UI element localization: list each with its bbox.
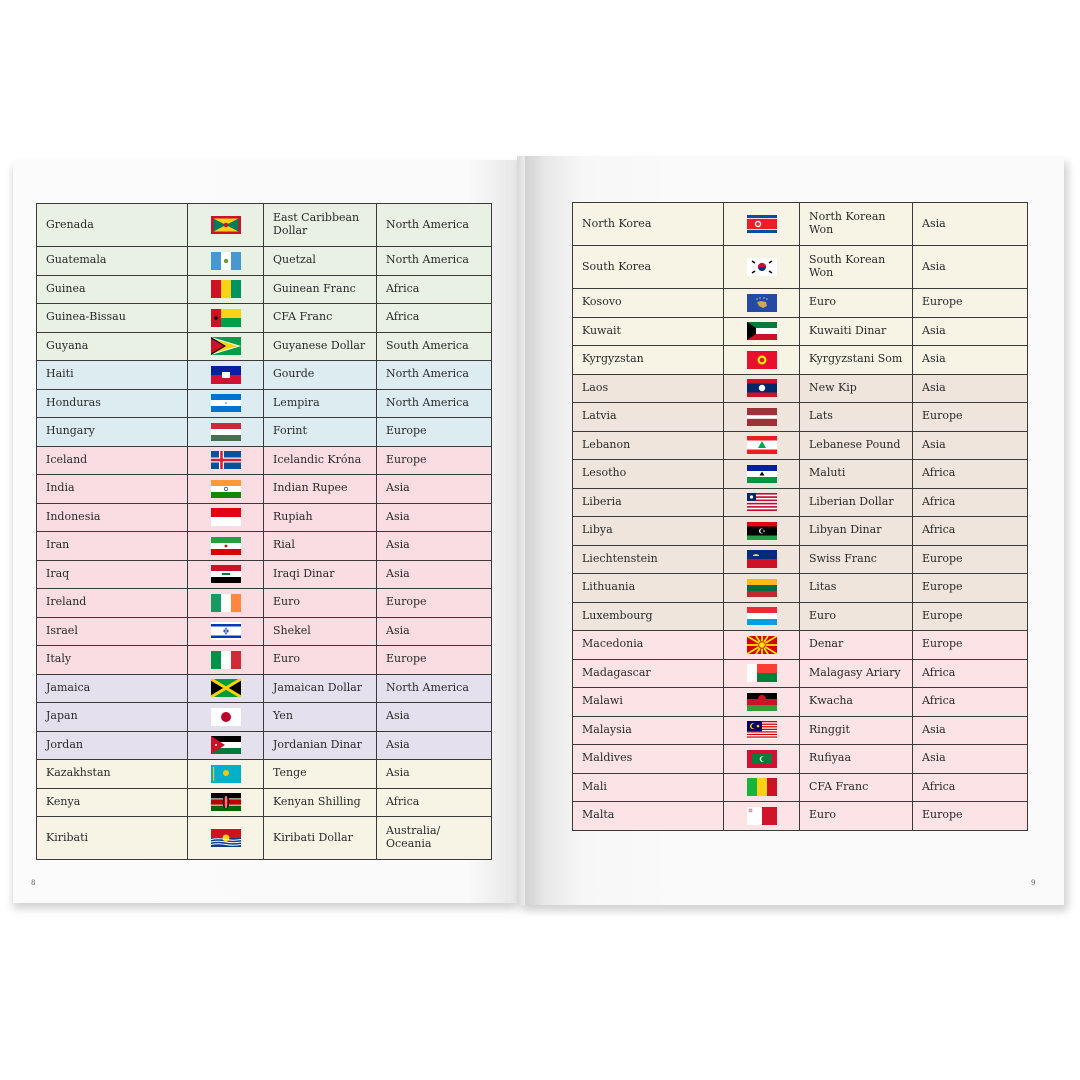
table-row (37, 361, 492, 390)
country-name-cell: Kuwait (573, 317, 724, 346)
country-name-cell: Kosovo (573, 289, 724, 318)
country-name-cell: Iran (37, 532, 188, 561)
country-name-cell: Iceland (37, 446, 188, 475)
north-korea-flag (747, 215, 777, 233)
libya-flag (747, 522, 777, 540)
continent-cell: Asia (913, 745, 1028, 774)
continent-cell: Europe (913, 631, 1028, 660)
continent-cell: North America (377, 389, 492, 418)
malawi-flag (747, 693, 777, 711)
ireland-flag (211, 594, 241, 612)
country-name-cell: Luxembourg (573, 602, 724, 631)
book-spine (517, 156, 525, 905)
guatemala-flag (211, 252, 241, 270)
table-row (573, 346, 1028, 375)
continent-cell: Asia (377, 731, 492, 760)
south-korea-flag (747, 258, 777, 276)
table-row (37, 674, 492, 703)
table-row (37, 389, 492, 418)
continent-cell: Europe (377, 646, 492, 675)
currency-cell: CFA Franc (264, 304, 377, 333)
table-row (573, 659, 1028, 688)
table-row (37, 617, 492, 646)
currency-cell: South Korean Won (800, 246, 913, 289)
flag-cell (724, 403, 800, 432)
continent-cell: Europe (913, 602, 1028, 631)
continent-cell: Europe (913, 802, 1028, 831)
country-name-cell: Guatemala (37, 247, 188, 276)
table-row (37, 532, 492, 561)
continent-cell: Asia (913, 203, 1028, 246)
table-row (37, 204, 492, 247)
currency-cell: Kyrgyzstani Som (800, 346, 913, 375)
malta-flag (747, 807, 777, 825)
currency-cell: Rial (264, 532, 377, 561)
continent-cell: Asia (913, 246, 1028, 289)
mali-flag (747, 778, 777, 796)
honduras-flag (211, 394, 241, 412)
table-row (37, 560, 492, 589)
currency-cell: Euro (264, 646, 377, 675)
currency-cell: Malagasy Ariary (800, 659, 913, 688)
currency-cell: Denar (800, 631, 913, 660)
continent-cell: Asia (377, 617, 492, 646)
table-row (573, 460, 1028, 489)
continent-cell: Africa (913, 517, 1028, 546)
currency-cell: Shekel (264, 617, 377, 646)
table-row (573, 203, 1028, 246)
table-row (573, 631, 1028, 660)
kazakhstan-flag (211, 765, 241, 783)
continent-cell: Africa (377, 788, 492, 817)
flag-cell (188, 475, 264, 504)
liechtenstein-flag (747, 550, 777, 568)
continent-cell: Asia (913, 431, 1028, 460)
currency-cell: Euro (264, 589, 377, 618)
country-name-cell: Maldives (573, 745, 724, 774)
table-row (37, 247, 492, 276)
laos-flag (747, 379, 777, 397)
maldives-flag (747, 750, 777, 768)
continent-cell: North America (377, 204, 492, 247)
right-page-number: 9 (1031, 879, 1036, 887)
continent-cell: Europe (913, 574, 1028, 603)
table-row (37, 446, 492, 475)
flag-cell (188, 446, 264, 475)
country-name-cell: Ireland (37, 589, 188, 618)
left-country-table (36, 203, 492, 860)
iran-flag (211, 537, 241, 555)
country-name-cell: Malawi (573, 688, 724, 717)
currency-cell: Jamaican Dollar (264, 674, 377, 703)
continent-cell: Africa (913, 460, 1028, 489)
japan-flag (211, 708, 241, 726)
country-name-cell: South Korea (573, 246, 724, 289)
table-row (573, 545, 1028, 574)
grenada-flag (211, 216, 241, 234)
currency-cell: Kuwaiti Dinar (800, 317, 913, 346)
country-name-cell: Haiti (37, 361, 188, 390)
flag-cell (724, 488, 800, 517)
continent-cell: Africa (913, 659, 1028, 688)
country-name-cell: Mali (573, 773, 724, 802)
country-name-cell: Malta (573, 802, 724, 831)
country-name-cell: Kazakhstan (37, 760, 188, 789)
currency-cell: Tenge (264, 760, 377, 789)
currency-cell: Libyan Dinar (800, 517, 913, 546)
continent-cell: Africa (913, 773, 1028, 802)
guinea-bissau-flag (211, 309, 241, 327)
currency-cell: Liberian Dollar (800, 488, 913, 517)
malaysia-flag (747, 721, 777, 739)
table-row (37, 275, 492, 304)
flag-cell (724, 431, 800, 460)
country-name-cell: Italy (37, 646, 188, 675)
table-row (573, 802, 1028, 831)
flag-cell (724, 517, 800, 546)
table-row (37, 332, 492, 361)
flag-cell (188, 361, 264, 390)
flag-cell (188, 788, 264, 817)
table-row (37, 475, 492, 504)
currency-cell: Kiribati Dollar (264, 817, 377, 860)
table-row (37, 304, 492, 333)
iceland-flag (211, 451, 241, 469)
flag-cell (724, 773, 800, 802)
country-name-cell: Kyrgyzstan (573, 346, 724, 375)
currency-cell: Gourde (264, 361, 377, 390)
flag-cell (188, 589, 264, 618)
kyrgyzstan-flag (747, 351, 777, 369)
table-row (573, 688, 1028, 717)
continent-cell: Europe (913, 289, 1028, 318)
madagascar-flag (747, 664, 777, 682)
continent-cell: Asia (377, 532, 492, 561)
flag-cell (188, 304, 264, 333)
currency-cell: East Caribbean Dollar (264, 204, 377, 247)
flag-cell (188, 646, 264, 675)
flag-cell (188, 389, 264, 418)
currency-cell: Rupiah (264, 503, 377, 532)
currency-cell: CFA Franc (800, 773, 913, 802)
kosovo-flag (747, 294, 777, 312)
left-page-number: 8 (31, 879, 36, 887)
continent-cell: Asia (913, 374, 1028, 403)
country-name-cell: Hungary (37, 418, 188, 447)
continent-cell: Asia (913, 716, 1028, 745)
flag-cell (188, 247, 264, 276)
currency-cell: Guinean Franc (264, 275, 377, 304)
latvia-flag (747, 408, 777, 426)
table-row (573, 716, 1028, 745)
flag-cell (188, 418, 264, 447)
flag-cell (724, 460, 800, 489)
continent-cell: Europe (913, 403, 1028, 432)
table-row (37, 703, 492, 732)
flag-cell (724, 346, 800, 375)
continent-cell: North America (377, 674, 492, 703)
table-row (37, 788, 492, 817)
haiti-flag (211, 366, 241, 384)
macedonia-flag (747, 636, 777, 654)
country-name-cell: Lithuania (573, 574, 724, 603)
india-flag (211, 480, 241, 498)
currency-cell: North Korean Won (800, 203, 913, 246)
table-row (37, 760, 492, 789)
currency-cell: Lats (800, 403, 913, 432)
flag-cell (188, 760, 264, 789)
currency-cell: Icelandic Króna (264, 446, 377, 475)
table-row (573, 431, 1028, 460)
guinea-flag (211, 280, 241, 298)
continent-cell: Asia (377, 760, 492, 789)
hungary-flag (211, 423, 241, 441)
continent-cell: Africa (913, 688, 1028, 717)
kiribati-flag (211, 829, 241, 847)
flag-cell (724, 659, 800, 688)
right-country-table (572, 202, 1028, 831)
country-name-cell: Israel (37, 617, 188, 646)
country-name-cell: Malaysia (573, 716, 724, 745)
country-name-cell: Japan (37, 703, 188, 732)
italy-flag (211, 651, 241, 669)
country-name-cell: Liechtenstein (573, 545, 724, 574)
table-row (573, 773, 1028, 802)
currency-cell: Lempira (264, 389, 377, 418)
flag-cell (724, 545, 800, 574)
flag-cell (188, 560, 264, 589)
currency-cell: Maluti (800, 460, 913, 489)
flag-cell (724, 317, 800, 346)
table-row (573, 403, 1028, 432)
flag-cell (188, 703, 264, 732)
flag-cell (188, 731, 264, 760)
currency-cell: Litas (800, 574, 913, 603)
continent-cell: Europe (377, 446, 492, 475)
flag-cell (724, 688, 800, 717)
table-row (37, 817, 492, 860)
table-row (573, 574, 1028, 603)
table-row (573, 517, 1028, 546)
flag-cell (724, 246, 800, 289)
flag-cell (188, 532, 264, 561)
flag-cell (188, 817, 264, 860)
table-row (37, 646, 492, 675)
currency-cell: Euro (800, 802, 913, 831)
continent-cell: Europe (913, 545, 1028, 574)
flag-cell (188, 204, 264, 247)
continent-cell: Asia (377, 503, 492, 532)
continent-cell: Asia (913, 346, 1028, 375)
flag-cell (188, 332, 264, 361)
table-row (573, 602, 1028, 631)
continent-cell: Asia (377, 560, 492, 589)
continent-cell: Australia/ Oceania (377, 817, 492, 860)
kuwait-flag (747, 322, 777, 340)
table-row (573, 374, 1028, 403)
iraq-flag (211, 565, 241, 583)
continent-cell: South America (377, 332, 492, 361)
table-row (573, 289, 1028, 318)
country-name-cell: Lesotho (573, 460, 724, 489)
currency-cell: Euro (800, 602, 913, 631)
table-row (573, 488, 1028, 517)
liberia-flag (747, 493, 777, 511)
table-row (573, 317, 1028, 346)
table-row (37, 503, 492, 532)
country-name-cell: Kiribati (37, 817, 188, 860)
flag-cell (188, 503, 264, 532)
table-row (573, 745, 1028, 774)
continent-cell: Europe (377, 418, 492, 447)
jamaica-flag (211, 679, 241, 697)
jordan-flag (211, 736, 241, 754)
lithuania-flag (747, 579, 777, 597)
country-name-cell: Macedonia (573, 631, 724, 660)
currency-cell: Swiss Franc (800, 545, 913, 574)
country-name-cell: Guinea (37, 275, 188, 304)
continent-cell: Africa (377, 304, 492, 333)
country-name-cell: Jordan (37, 731, 188, 760)
table-row (37, 418, 492, 447)
continent-cell: Europe (377, 589, 492, 618)
currency-cell: New Kip (800, 374, 913, 403)
table-row (37, 589, 492, 618)
country-name-cell: Guyana (37, 332, 188, 361)
country-name-cell: Latvia (573, 403, 724, 432)
flag-cell (724, 374, 800, 403)
continent-cell: North America (377, 247, 492, 276)
flag-cell (188, 617, 264, 646)
lebanon-flag (747, 436, 777, 454)
indonesia-flag (211, 508, 241, 526)
country-name-cell: Indonesia (37, 503, 188, 532)
country-name-cell: Iraq (37, 560, 188, 589)
flag-cell (724, 631, 800, 660)
country-name-cell: India (37, 475, 188, 504)
guyana-flag (211, 337, 241, 355)
lesotho-flag (747, 465, 777, 483)
currency-cell: Ringgit (800, 716, 913, 745)
table-row (573, 246, 1028, 289)
country-name-cell: Libya (573, 517, 724, 546)
currency-cell: Indian Rupee (264, 475, 377, 504)
currency-cell: Lebanese Pound (800, 431, 913, 460)
continent-cell: Asia (377, 703, 492, 732)
continent-cell: Asia (913, 317, 1028, 346)
flag-cell (724, 716, 800, 745)
country-name-cell: Kenya (37, 788, 188, 817)
flag-cell (724, 745, 800, 774)
country-name-cell: North Korea (573, 203, 724, 246)
continent-cell: Africa (377, 275, 492, 304)
continent-cell: North America (377, 361, 492, 390)
flag-cell (724, 802, 800, 831)
luxembourg-flag (747, 607, 777, 625)
flag-cell (724, 203, 800, 246)
currency-cell: Yen (264, 703, 377, 732)
currency-cell: Iraqi Dinar (264, 560, 377, 589)
currency-cell: Jordanian Dinar (264, 731, 377, 760)
country-name-cell: Madagascar (573, 659, 724, 688)
country-name-cell: Grenada (37, 204, 188, 247)
currency-cell: Quetzal (264, 247, 377, 276)
flag-cell (188, 275, 264, 304)
country-name-cell: Laos (573, 374, 724, 403)
currency-cell: Kenyan Shilling (264, 788, 377, 817)
flag-cell (724, 602, 800, 631)
flag-cell (724, 574, 800, 603)
country-name-cell: Guinea-Bissau (37, 304, 188, 333)
continent-cell: Africa (913, 488, 1028, 517)
israel-flag (211, 622, 241, 640)
currency-cell: Guyanese Dollar (264, 332, 377, 361)
continent-cell: Asia (377, 475, 492, 504)
table-row (37, 731, 492, 760)
flag-cell (188, 674, 264, 703)
flag-cell (724, 289, 800, 318)
currency-cell: Euro (800, 289, 913, 318)
country-name-cell: Honduras (37, 389, 188, 418)
currency-cell: Rufiyaa (800, 745, 913, 774)
country-name-cell: Lebanon (573, 431, 724, 460)
currency-cell: Kwacha (800, 688, 913, 717)
country-name-cell: Jamaica (37, 674, 188, 703)
currency-cell: Forint (264, 418, 377, 447)
country-name-cell: Liberia (573, 488, 724, 517)
kenya-flag (211, 793, 241, 811)
